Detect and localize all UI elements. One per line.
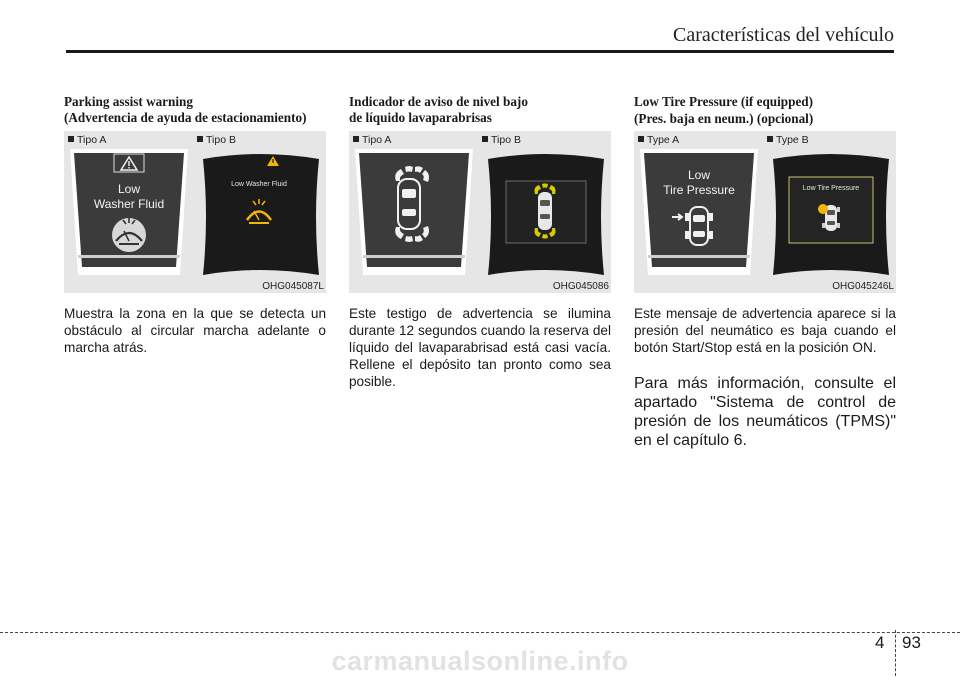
panel-type-b <box>480 131 611 278</box>
bullet-square-icon <box>482 136 488 142</box>
cluster-display-b <box>765 145 896 278</box>
figure <box>634 131 896 293</box>
section-parking-assist <box>349 94 611 390</box>
section-title-line: Indicador de aviso de nivel bajo <box>349 94 528 109</box>
cluster-display-b <box>195 145 326 278</box>
screen-line: Washer Fluid <box>93 197 165 211</box>
washer-fluid-icon <box>112 218 146 252</box>
section-title-line: (Advertencia de ayuda de estacionamiento) <box>64 110 307 125</box>
bullet-square-icon <box>638 136 644 142</box>
car-top-view-icon <box>538 192 552 230</box>
footer-rule <box>0 632 960 633</box>
section-low-tire-pressure <box>634 94 896 450</box>
figure <box>64 131 326 293</box>
watermark: carmanualsonline.info <box>331 646 629 676</box>
section-title <box>64 94 326 128</box>
bullet-square-icon <box>68 136 74 142</box>
panel-type-a <box>634 131 765 278</box>
bullet-square-icon <box>767 136 773 142</box>
car-top-view-icon <box>398 179 420 229</box>
section-title-line: de líquido lavaparabrisas <box>349 110 492 125</box>
body-text-extra: Para más información, consulte el apartado "Sistema de control de presión de los neumáticos (TPMS)" en el capítulo 6. <box>634 375 896 449</box>
cluster-display-a <box>349 145 480 278</box>
type-a-label-text: Type A <box>647 134 680 146</box>
bullet-square-icon <box>353 136 359 142</box>
body-text: Muestra la zona en la que se detecta un obstáculo al circular marcha adelante o marcha atrás. <box>64 306 326 355</box>
cluster-display-b <box>480 145 611 278</box>
section-title <box>349 94 611 128</box>
figure-code: OHG045086 <box>552 281 609 292</box>
section-title-line: Low Tire Pressure (if equipped) <box>634 94 814 109</box>
screen-line: Tire Pressure <box>663 183 735 197</box>
page-number: 93 <box>902 633 921 652</box>
bullet-square-icon <box>197 136 203 142</box>
type-a-label-text: Tipo A <box>77 134 107 146</box>
type-b-label-text: Tipo B <box>206 134 236 146</box>
section-title-line: Parking assist warning <box>64 94 193 109</box>
screen-text: Low Tire Pressure <box>802 185 860 192</box>
panel-type-b <box>195 131 326 278</box>
cluster-display-a <box>64 145 195 278</box>
warning-triangle-icon <box>114 154 144 172</box>
figure <box>349 131 611 293</box>
screen-line: Low <box>687 168 711 182</box>
chapter-number: 4 <box>875 633 885 652</box>
panel-type-a <box>349 131 480 278</box>
section-washer <box>64 94 326 356</box>
panel-type-b <box>765 131 896 278</box>
type-b-label-text: Type B <box>776 134 809 146</box>
panel-type-a <box>64 131 195 278</box>
section-title-line: (Pres. baja en neum.) (opcional) <box>634 111 814 126</box>
header-title: Características del vehículo <box>672 24 894 46</box>
type-b-label-text: Tipo B <box>491 134 521 146</box>
cluster-display-a <box>634 145 765 278</box>
screen-line: Low <box>117 182 141 196</box>
body-text: Este mensaje de advertencia aparece si la presión del neumático es baja cuando el botón Start/Stop está en la posición ON. <box>634 306 896 355</box>
body-text: Este testigo de advertencia se ilumina durante 12 segundos cuando la reserva del líquido del lavaparabrisad está casi vacía. Rellene el depósito tan pronto como sea posible. <box>349 306 611 389</box>
figure-code: OHG045246L <box>832 281 894 292</box>
screen-text: Low Washer Fluid <box>231 181 287 188</box>
header-rule <box>66 50 894 53</box>
type-a-label-text: Tipo A <box>362 134 392 146</box>
figure-code: OHG045087L <box>262 281 324 292</box>
section-title <box>634 94 896 128</box>
